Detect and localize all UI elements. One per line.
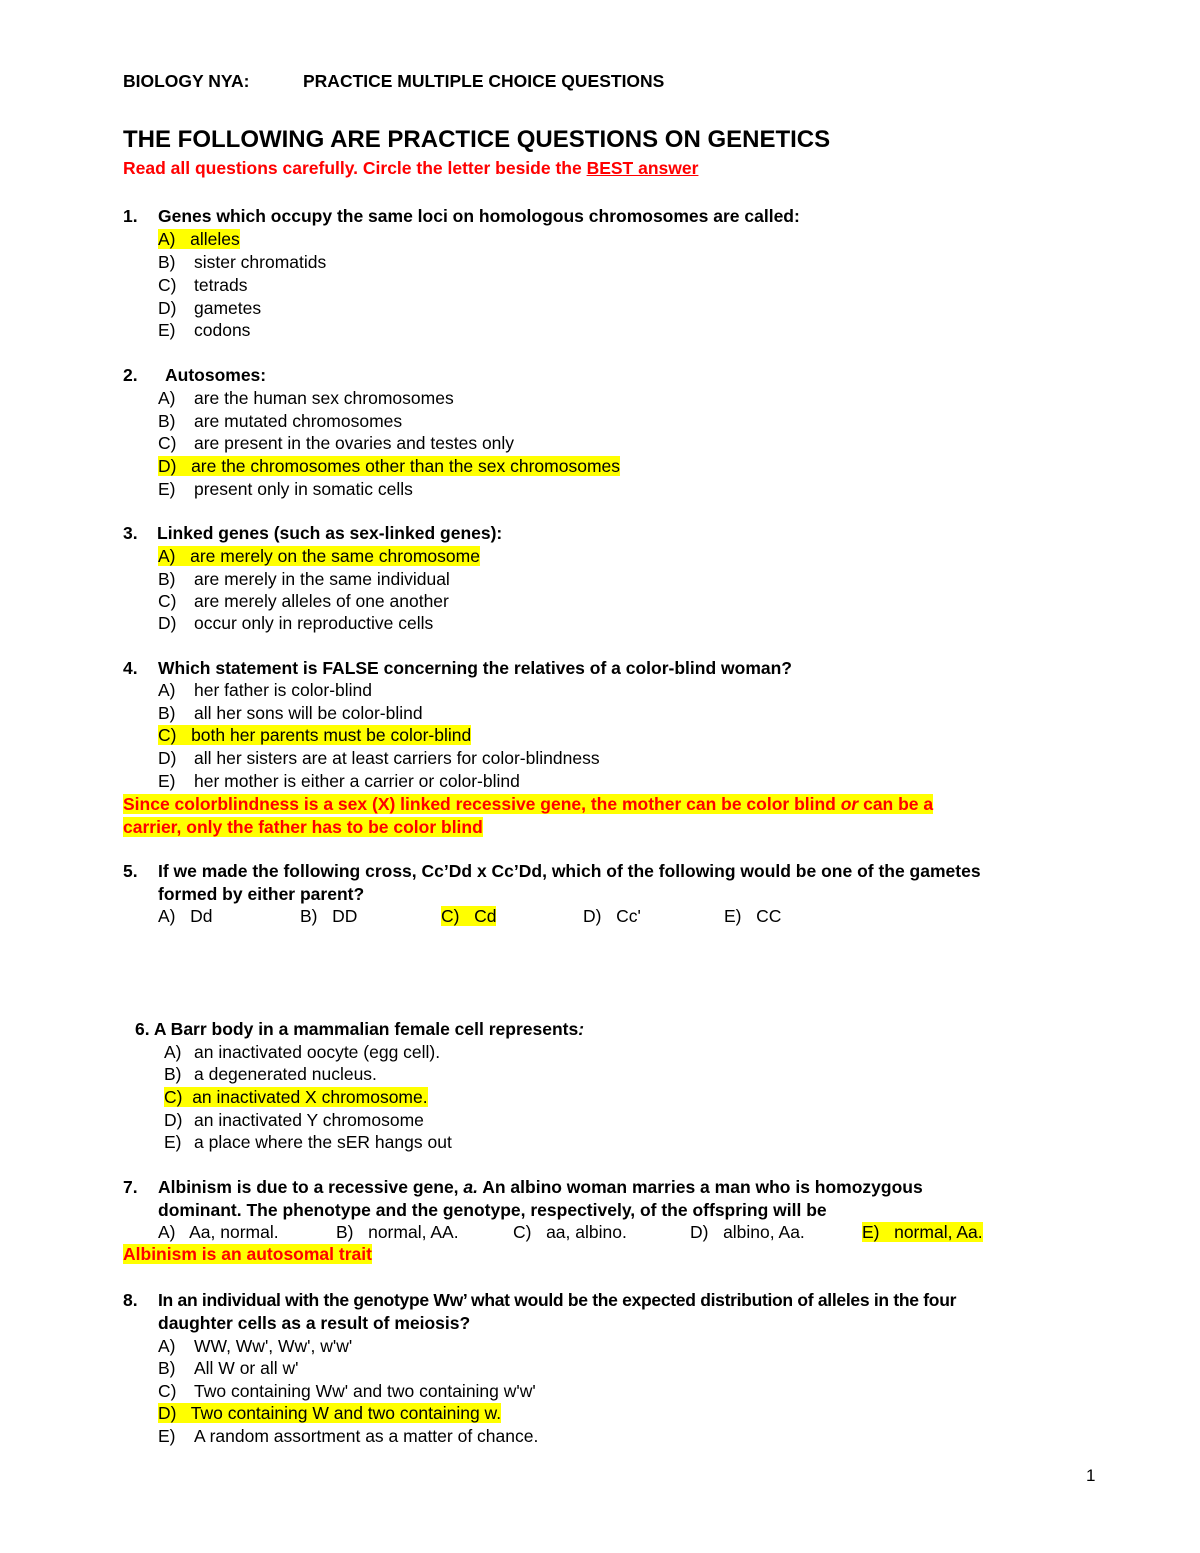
option-letter: A)	[158, 229, 176, 249]
answer-highlight	[862, 1222, 983, 1242]
explanation-text: Since colorblindness is a sex (X) linked recessive gene, the mother can be color blind	[123, 794, 841, 814]
option-text: Two containing Ww' and two containing w'w'	[194, 1381, 536, 1401]
option-text: a degenerated nucleus.	[194, 1064, 377, 1084]
answer-highlight	[158, 546, 480, 566]
question-text-part: Albinism is due to a recessive gene,	[158, 1177, 464, 1197]
option	[300, 905, 357, 927]
option	[158, 724, 471, 746]
option-letter: B)	[300, 906, 318, 926]
option-letter: B)	[158, 703, 176, 723]
option-letter: D)	[690, 1222, 709, 1242]
question-number: 2.	[123, 365, 138, 385]
answer-highlight	[158, 725, 471, 745]
option-letter: B)	[158, 1358, 176, 1378]
option-text: her father is color-blind	[194, 680, 372, 700]
option	[164, 1086, 428, 1108]
option-text: all her sons will be color-blind	[194, 703, 423, 723]
option-letter: E)	[164, 1132, 182, 1152]
option-letter: D)	[164, 1110, 183, 1130]
option-letter: C)	[158, 591, 177, 611]
option-letter: B)	[336, 1222, 354, 1242]
option-letter: B)	[164, 1064, 182, 1084]
option-letter: E)	[158, 771, 176, 791]
page-title: THE FOLLOWING ARE PRACTICE QUESTIONS ON GENETICS	[123, 126, 831, 153]
option-letter: D)	[158, 1403, 177, 1423]
option-letter: A)	[158, 546, 176, 566]
option-letter: E)	[862, 1222, 880, 1242]
option-text: are mutated chromosomes	[194, 411, 403, 431]
question-text: A Barr body in a mammalian female cell represents	[153, 1019, 579, 1039]
option-text: a place where the sER hangs out	[194, 1132, 452, 1152]
question-number: 6.	[135, 1019, 150, 1039]
option-text: normal, AA.	[368, 1222, 459, 1242]
answer-highlight	[164, 1087, 428, 1107]
course-label: BIOLOGY NYA:	[123, 71, 250, 91]
header-subtitle: PRACTICE MULTIPLE CHOICE QUESTIONS	[303, 71, 665, 91]
option-text: sister chromatids	[194, 252, 327, 272]
instructions-text: Read all questions carefully. Circle the letter beside the	[123, 158, 587, 178]
option-letter: C)	[158, 1381, 177, 1401]
answer-highlight	[158, 1403, 501, 1423]
answer-highlight	[158, 456, 620, 476]
option	[158, 228, 240, 250]
option-text: an inactivated Y chromosome	[194, 1110, 424, 1130]
answer-highlight	[158, 229, 240, 249]
option	[724, 905, 781, 927]
option-text: are merely alleles of one another	[194, 591, 449, 611]
option-letter: A)	[158, 680, 176, 700]
option-letter: B)	[158, 411, 176, 431]
option	[158, 545, 480, 567]
question-text: Autosomes:	[165, 365, 267, 385]
question-text-part: An albino woman marries a man who is homozygous	[478, 1177, 923, 1197]
option-letter: E)	[158, 1426, 176, 1446]
option-letter: C)	[158, 433, 177, 453]
option-text: are the chromosomes other than the sex chromosomes	[191, 456, 621, 476]
option-letter: D)	[158, 613, 177, 633]
instructions	[123, 157, 698, 179]
question-text: Which statement is FALSE concerning the relatives of a color-blind woman?	[158, 658, 792, 678]
option-text: DD	[332, 906, 358, 926]
option-text: occur only in reproductive cells	[194, 613, 434, 633]
option-text: A random assortment as a matter of chance.	[194, 1426, 539, 1446]
explanation-highlight	[123, 794, 933, 814]
question-colon: :	[578, 1019, 585, 1039]
question-number: 8.	[123, 1290, 138, 1310]
option-letter: E)	[158, 320, 176, 340]
option-letter: D)	[158, 298, 177, 318]
option-text: albino, Aa.	[723, 1222, 805, 1242]
option-letter: D)	[583, 906, 602, 926]
option	[336, 1221, 459, 1243]
option-letter: A)	[164, 1042, 182, 1062]
instructions-emphasis: BEST answer	[586, 158, 699, 178]
option-letter: E)	[724, 906, 742, 926]
option	[862, 1221, 983, 1243]
page-number: 1	[1086, 1466, 1096, 1485]
option-text: are merely on the same chromosome	[190, 546, 480, 566]
question-text: daughter cells as a result of meiosis?	[158, 1313, 471, 1333]
option-text: both her parents must be color-blind	[191, 725, 472, 745]
option-text: normal, Aa.	[894, 1222, 983, 1242]
option-text: CC	[756, 906, 782, 926]
option-text: are merely in the same individual	[194, 569, 450, 589]
question-text: If we made the following cross, Cc’Dd x Cc’Dd, which of the following would be one of the gametes	[158, 861, 981, 881]
question-text: In an individual with the genotype Ww’ what would be the expected distribution of alleles in the four	[158, 1290, 957, 1310]
option	[690, 1221, 805, 1243]
option-text: WW, Ww', Ww', w'w'	[194, 1336, 353, 1356]
option	[513, 1221, 627, 1243]
option-text: alleles	[190, 229, 240, 249]
page-header	[123, 70, 665, 92]
option-letter: A)	[158, 1336, 176, 1356]
question-number: 5.	[123, 861, 138, 881]
option-letter: C)	[158, 275, 177, 295]
option	[158, 455, 620, 477]
question-number: 1.	[123, 206, 138, 226]
question-text	[158, 1176, 923, 1198]
option	[158, 1221, 279, 1243]
option-letter: B)	[158, 252, 176, 272]
option-text: an inactivated X chromosome.	[192, 1087, 428, 1107]
question-6	[135, 1018, 584, 1040]
option-text: an inactivated oocyte (egg cell).	[194, 1042, 441, 1062]
option	[158, 1402, 501, 1424]
option-text: gametes	[194, 298, 262, 318]
question-number: 3.	[123, 523, 138, 543]
option-letter: A)	[158, 906, 176, 926]
option-text: aa, albino.	[546, 1222, 627, 1242]
option-text: Cd	[474, 906, 497, 926]
option-text: Two containing W and two containing w.	[190, 1403, 502, 1423]
option-text: tetrads	[194, 275, 248, 295]
option-text: all her sisters are at least carriers for color-blindness	[194, 748, 600, 768]
option-letter: B)	[158, 569, 176, 589]
question-number: 7.	[123, 1177, 138, 1197]
option-text: Cc'	[616, 906, 641, 926]
option-letter: C)	[513, 1222, 532, 1242]
option-text: present only in somatic cells	[194, 479, 413, 499]
option-letter: C)	[164, 1087, 183, 1107]
explanation-text: carrier, only the father has to be color blind	[123, 817, 483, 837]
answer-highlight	[441, 906, 496, 926]
option-text: Dd	[190, 906, 213, 926]
option-letter: A)	[158, 1222, 176, 1242]
option	[441, 905, 496, 927]
question-text: formed by either parent?	[158, 884, 365, 904]
option-letter: E)	[158, 479, 176, 499]
explanation-text: can be a	[858, 794, 934, 814]
option-text: codons	[194, 320, 251, 340]
option	[583, 905, 641, 927]
option-text: are present in the ovaries and testes only	[194, 433, 515, 453]
option-letter: C)	[441, 906, 460, 926]
question-text: dominant. The phenotype and the genotype, respectively, of the offspring will be	[158, 1200, 827, 1220]
option-letter: A)	[158, 388, 176, 408]
question-text: Genes which occupy the same loci on homologous chromosomes are called:	[158, 206, 800, 226]
option-letter: D)	[158, 456, 177, 476]
gene-symbol: a.	[463, 1177, 479, 1197]
question-number: 4.	[123, 658, 138, 678]
question-text: Linked genes (such as sex-linked genes):	[157, 523, 503, 543]
answer-explanation	[123, 1243, 372, 1265]
answer-explanation	[123, 816, 483, 838]
option-letter: C)	[158, 725, 177, 745]
explanation-text: Albinism is an autosomal trait	[123, 1244, 372, 1264]
answer-explanation	[123, 793, 933, 815]
option-letter: D)	[158, 748, 177, 768]
option-text: are the human sex chromosomes	[194, 388, 454, 408]
explanation-emphasis: or	[840, 794, 859, 814]
option-text: Aa, normal.	[189, 1222, 279, 1242]
option-text: her mother is either a carrier or color-blind	[194, 771, 520, 791]
option	[158, 905, 212, 927]
option-text: All W or all w'	[194, 1358, 299, 1378]
